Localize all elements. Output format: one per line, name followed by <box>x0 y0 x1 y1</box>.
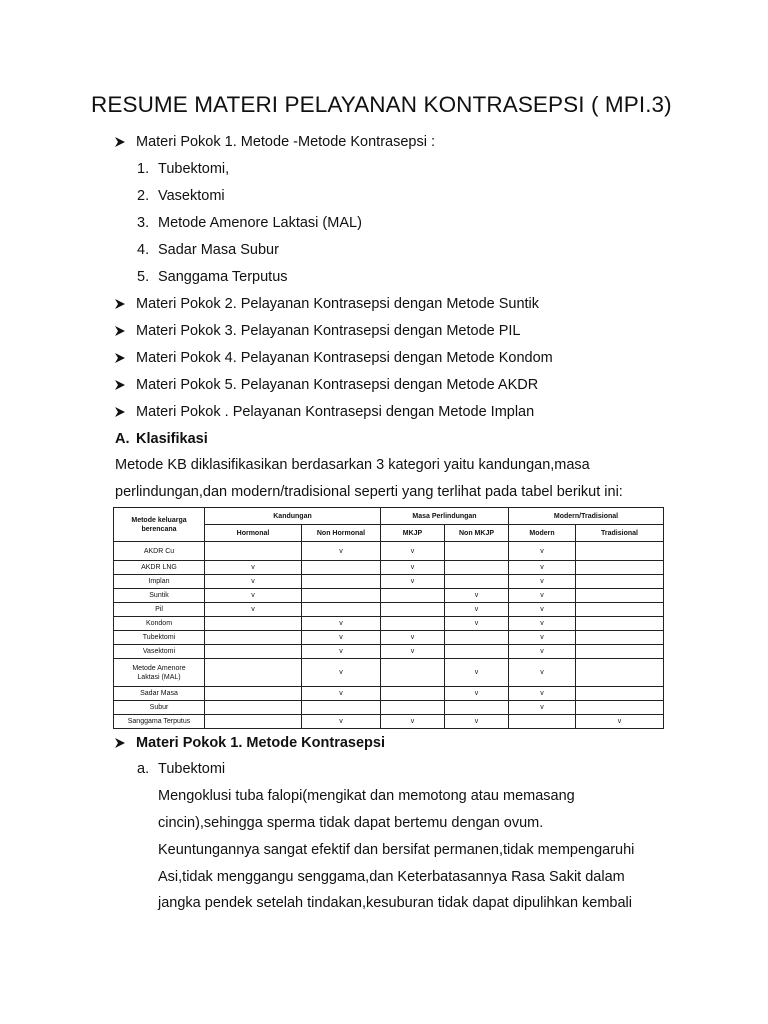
table-cell <box>302 561 381 575</box>
table-cell: v <box>445 715 509 729</box>
table-row <box>114 617 664 631</box>
materi1-sub-letter: a. <box>137 761 150 777</box>
classification-table <box>113 507 664 729</box>
table-cell: v <box>302 542 381 561</box>
table-row <box>114 561 664 575</box>
table-cell <box>381 659 445 687</box>
table-cell <box>576 701 664 715</box>
table-cell <box>302 589 381 603</box>
metode-item: Vasektomi <box>158 188 225 204</box>
page-title: RESUME MATERI PELAYANAN KONTRASEPSI ( MPI.3) <box>91 92 672 117</box>
table-row-label: Tubektomi <box>114 631 205 645</box>
table-cell: v <box>509 659 576 687</box>
table-cell: v <box>445 617 509 631</box>
table-cell: v <box>302 631 381 645</box>
intro-line: perlindungan,dan modern/tradisional seperti yang terlihat pada tabel berikut ini: <box>115 484 623 500</box>
table-cell <box>445 701 509 715</box>
table-cell <box>302 701 381 715</box>
table-cell: v <box>381 542 445 561</box>
table-cell: v <box>205 589 302 603</box>
table-row <box>114 603 664 617</box>
table-row <box>114 589 664 603</box>
table-cell <box>576 645 664 659</box>
arrow-bullet-icon <box>114 352 126 364</box>
table-row <box>114 575 664 589</box>
table-cell <box>302 603 381 617</box>
table-row <box>114 645 664 659</box>
table-cell: v <box>509 617 576 631</box>
table-row <box>114 542 664 561</box>
table-cell: v <box>509 645 576 659</box>
table-cell <box>576 542 664 561</box>
table-row-label: Sadar Masa <box>114 687 205 701</box>
table-cell: v <box>509 603 576 617</box>
paragraph-line: Asi,tidak menggangu senggama,dan Keterbatasannya Rasa Sakit dalam <box>158 869 625 885</box>
table-cell: v <box>445 659 509 687</box>
materi1-sub-title: Tubektomi <box>158 761 226 777</box>
table-cell: v <box>445 687 509 701</box>
table-cell <box>576 575 664 589</box>
section-a-letter: A. <box>115 431 130 447</box>
metode-number: 5. <box>137 269 150 285</box>
pokok-item-1: Materi Pokok 1. Metode -Metode Kontrasepsi : <box>136 134 436 150</box>
table-cell <box>576 687 664 701</box>
table-cell <box>576 631 664 645</box>
metode-item: Metode Amenore Laktasi (MAL) <box>158 215 362 231</box>
table-row <box>114 701 664 715</box>
table-cell: v <box>302 715 381 729</box>
arrow-bullet-icon <box>114 136 126 148</box>
table-row-label: AKDR LNG <box>114 561 205 575</box>
table-row-label: Kondom <box>114 617 205 631</box>
table-cell: v <box>509 575 576 589</box>
table-cell: v <box>509 561 576 575</box>
metode-number: 2. <box>137 188 150 204</box>
table-cell <box>576 589 664 603</box>
table-cell <box>205 701 302 715</box>
table-cell <box>205 617 302 631</box>
table-cell <box>381 617 445 631</box>
pokok-item-5: Materi Pokok 5. Pelayanan Kontrasepsi dengan Metode AKDR <box>136 377 539 393</box>
table-cell <box>205 715 302 729</box>
table-group-header: Masa Perlindungan <box>381 508 509 525</box>
table-subheader: Non Hormonal <box>302 525 381 542</box>
table-cell <box>576 617 664 631</box>
paragraph-line: jangka pendek setelah tindakan,kesuburan tidak dapat dipulihkan kembali <box>158 895 632 911</box>
table-cell <box>576 603 664 617</box>
metode-number: 1. <box>137 161 150 177</box>
table-subheader: MKJP <box>381 525 445 542</box>
arrow-bullet-icon <box>114 737 126 749</box>
table-row-label: AKDR Cu <box>114 542 205 561</box>
table-cell <box>205 687 302 701</box>
table-corner-header: Metode keluarga berencana <box>114 508 205 542</box>
table-row-label: Implan <box>114 575 205 589</box>
table-cell: v <box>381 575 445 589</box>
metode-item: Sanggama Terputus <box>158 269 288 285</box>
table-cell: v <box>381 645 445 659</box>
table-cell: v <box>302 687 381 701</box>
table-cell <box>445 631 509 645</box>
table-cell: v <box>509 701 576 715</box>
metode-item: Sadar Masa Subur <box>158 242 279 258</box>
pokok-item-6: Materi Pokok . Pelayanan Kontrasepsi dengan Metode Implan <box>136 404 535 420</box>
table-row-label: Metode Amenore Laktasi (MAL) <box>114 659 205 687</box>
table-cell: v <box>509 589 576 603</box>
table-cell <box>445 542 509 561</box>
table-cell: v <box>509 542 576 561</box>
table-cell: v <box>576 715 664 729</box>
table-row <box>114 631 664 645</box>
table-cell <box>302 575 381 589</box>
metode-number: 3. <box>137 215 150 231</box>
table-row-label: Suntik <box>114 589 205 603</box>
table-cell <box>205 542 302 561</box>
table-row-label: Vasektomi <box>114 645 205 659</box>
intro-line: Metode KB diklasifikasikan berdasarkan 3 kategori yaitu kandungan,masa <box>115 457 590 473</box>
table-cell <box>381 603 445 617</box>
table-subheader: Non MKJP <box>445 525 509 542</box>
arrow-bullet-icon <box>114 379 126 391</box>
table-row-label: Subur <box>114 701 205 715</box>
table-cell <box>576 561 664 575</box>
table-cell: v <box>509 687 576 701</box>
table-cell: v <box>509 631 576 645</box>
paragraph-line: Mengoklusi tuba falopi(mengikat dan memotong atau memasang <box>158 788 575 804</box>
table-cell: v <box>205 561 302 575</box>
table-cell: v <box>445 589 509 603</box>
pokok-item-3: Materi Pokok 3. Pelayanan Kontrasepsi dengan Metode PIL <box>136 323 521 339</box>
materi1-heading: Materi Pokok 1. Metode Kontrasepsi <box>136 735 385 751</box>
arrow-bullet-icon <box>114 406 126 418</box>
table-cell <box>445 645 509 659</box>
table-cell <box>509 715 576 729</box>
arrow-bullet-icon <box>114 298 126 310</box>
table-cell: v <box>381 561 445 575</box>
table-row <box>114 687 664 701</box>
table-cell: v <box>205 603 302 617</box>
table-cell: v <box>302 659 381 687</box>
paragraph-line: cincin),sehingga sperma tidak dapat bertemu dengan ovum. <box>158 815 544 831</box>
pokok-item-2: Materi Pokok 2. Pelayanan Kontrasepsi dengan Metode Suntik <box>136 296 540 312</box>
table-cell: v <box>302 645 381 659</box>
table-subheader: Hormonal <box>205 525 302 542</box>
pokok-item-4: Materi Pokok 4. Pelayanan Kontrasepsi dengan Metode Kondom <box>136 350 553 366</box>
metode-number: 4. <box>137 242 150 258</box>
table-cell: v <box>445 603 509 617</box>
table-cell <box>381 687 445 701</box>
table-subheader: Modern <box>509 525 576 542</box>
table-cell <box>445 575 509 589</box>
paragraph-line: Keuntungannya sangat efektif dan bersifat permanen,tidak mempengaruhi <box>158 842 635 858</box>
table-row-label: Pil <box>114 603 205 617</box>
table-subheader: Tradisional <box>576 525 664 542</box>
table-cell: v <box>302 617 381 631</box>
table-group-header: Kandungan <box>205 508 381 525</box>
table-cell <box>205 645 302 659</box>
table-row-label: Sanggama Terputus <box>114 715 205 729</box>
table-group-header: Modern/Tradisional <box>509 508 664 525</box>
table-row <box>114 659 664 687</box>
table-cell: v <box>205 575 302 589</box>
table-cell <box>445 561 509 575</box>
table-cell <box>205 659 302 687</box>
table-cell <box>205 631 302 645</box>
table-cell: v <box>381 631 445 645</box>
table-row <box>114 715 664 729</box>
table-cell: v <box>381 715 445 729</box>
metode-item: Tubektomi, <box>158 161 230 177</box>
section-a-heading: Klasifikasi <box>136 431 208 447</box>
table-cell <box>381 701 445 715</box>
arrow-bullet-icon <box>114 325 126 337</box>
table-cell <box>381 589 445 603</box>
table-cell <box>576 659 664 687</box>
